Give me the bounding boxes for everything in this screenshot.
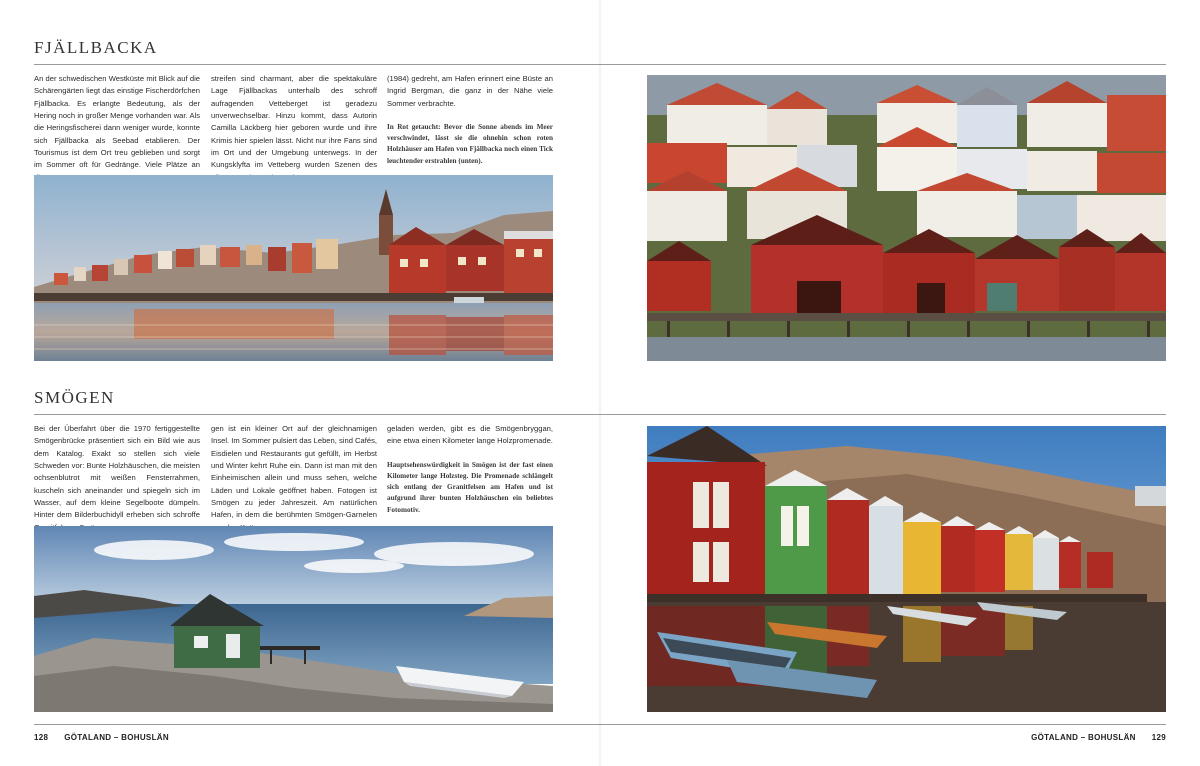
photo-caption-smogen: Hauptsehenswürdigkeit in Smögen ist der fast einen Kilometer lange Holzsteg. Die Promenade schlängelt sich entlang der Granitfelsen am Hafen und ist aufgrund ihrer bunten Holzhäuschen ein beliebtes Fotomotiv. — [387, 460, 553, 514]
section-rule-smogen — [34, 414, 1166, 415]
text-column-1: An der schwedischen Westküste mit Blick auf die Schärengärten liegt das einstige Fischerdörfchen Fjällbacka. Es erlangte Bedeutung, als der Hering noch in großer Menge vorhanden war. Als die Heringsfischerei dann weniger wurde, konnte sich Fjällbacka als Seebad etablieren. Der Tourismus ist dem Ort treu geblieben und sorgt im Sommer oft für Gedränge. Viele Plätze an — [34, 74, 200, 170]
text-column-2: streifen sind charmant, aber die spektakuläre Lage Fjällbackas unterhalb des schroff aufragenden Vetteberget ist geradezu unverwechselbar. Hinzu kommt, dass Autorin Camilla Läckberg hier geboren wurde und ihre Krimis hier spielen lässt. Nicht nur ihre Fans sind im Ort und der Umgebung unterwegs. In der Kungsklyfta im Vetteberg wurden Szenen des — [211, 74, 377, 170]
text-column-6 — [387, 423, 553, 516]
footer-rule — [34, 724, 1166, 725]
text-column-3-body: (1984) gedreht, am Hafen erinnert eine Büste an Ingrid Bergman, die ganz in der Nähe viele Sommer verbrachte. — [387, 74, 553, 108]
text-column-3 — [387, 73, 553, 167]
photo-smogen-boathouses — [647, 426, 1166, 712]
photo-fjallbacka-harbour — [34, 175, 553, 361]
page-number-left: 128 — [34, 733, 49, 742]
section-title-fjallbacka: FJÄLLBACKA — [34, 38, 158, 57]
photo-fjallbacka-red-houses — [647, 75, 1166, 361]
photo-smogen-green-hut — [34, 526, 553, 712]
running-head-left: GÖTALAND – BOHUSLÄN — [64, 733, 169, 742]
text-column-4: Bei der Überfahrt über die 1970 fertiggestellte Smögenbrücke präsentiert sich ein Bild wie aus dem Katalog. Exakt so stellen sich viele Schweden vor: Bunte Holzhäuschen, die meisten ochsenblutrot mit weißen Fensterrahmen, kuscheln sich aneinander und spiegeln sich im Wasser, auf dem kleine Segelboote dümpeln. Hinter dem Bilderbuchidyll erheben sich schroffe — [34, 424, 200, 520]
photo-caption-fjallbacka: In Rot getaucht: Bevor die Sonne abends im Meer verschwindet, lässt sie die ohnehin schon roten Holzhäuser am Hafen von Fjällbacka noch einen Tick leuchtender erstrahlen (unten). — [387, 123, 553, 165]
page-number-right: 129 — [1151, 733, 1166, 742]
section-title-smogen: SMÖGEN — [34, 388, 115, 407]
section-rule-fjallbacka — [34, 64, 1166, 65]
footer-left — [34, 733, 169, 742]
text-column-6-body: geladen werden, gibt es die Smögenbryggan, eine etwa einen Kilometer lange Holzpromenade. — [387, 424, 553, 446]
running-head-right: GÖTALAND – BOHUSLÄN — [1031, 733, 1136, 742]
book-gutter-shadow — [598, 0, 602, 766]
text-column-5: gen ist ein kleiner Ort auf der gleichnamigen Insel. Im Sommer pulsiert das Leben, sind Cafés, Eisdielen und Restaurants gut gefüllt, im Herbst und Winter kehrt Ruhe ein. Dann ist man mit den Einheimischen allein und muss sehen, welche Läden und Lokale geöffnet haben. Fotogen ist Smögen zu jeder Jahreszeit. Am natürlichen Hafen, in dem die berühmten Smögen-Garnelen — [211, 424, 377, 520]
footer-right — [1031, 733, 1166, 742]
